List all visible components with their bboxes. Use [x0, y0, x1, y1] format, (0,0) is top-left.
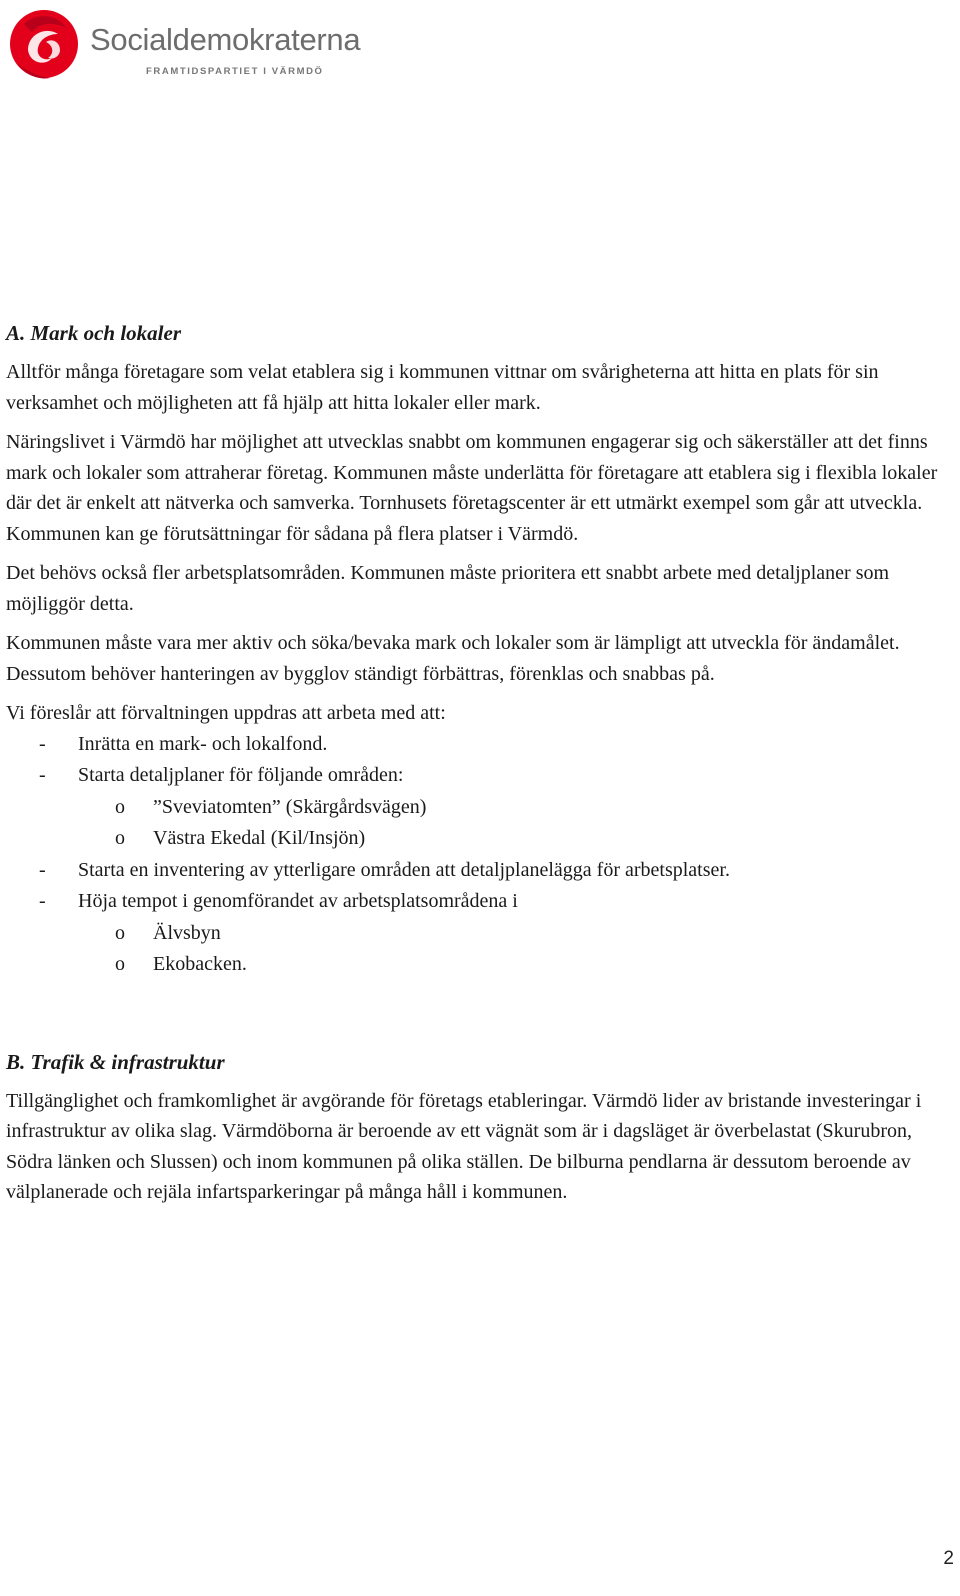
list-item-text: Inrätta en mark- och lokalfond. [78, 732, 328, 755]
red-rose-logo-icon [6, 4, 86, 84]
list-item [6, 886, 954, 981]
sub-list-item-text: Älvsbyn [153, 921, 221, 944]
dash-bullet: - [39, 732, 46, 755]
sub-list-item [6, 918, 954, 950]
paragraph: Vi föreslår att förvaltningen uppdras att arbeta med att: [6, 702, 446, 724]
list-item-text: Starta detaljplaner för följande områden: [78, 764, 404, 786]
section-trafik-och-infrastruktur [6, 1047, 954, 1208]
brand-subtitle: FRAMTIDSPARTIET I VÄRMDÖ [146, 66, 324, 77]
list-item-text: Höja tempot i genomförandet av arbetsplatsområdena i [78, 890, 518, 912]
section-b-heading: B. Trafik & infrastruktur [6, 1049, 225, 1074]
document-body [6, 318, 954, 1208]
circle-bullet: o [115, 953, 125, 975]
list-item [6, 729, 954, 761]
paragraph: Tillgänglighet och framkomlighet är avgörande för företags etableringar. Värmdö lider av bristande investeringar i infrastruktur av olika slag. Värmdöborna är beroende av ett vägnät som är i dagsläget är överbelastat (Skurubron, Södra länken och Slussen) och inom kommunen på olika ställen. De bilburna pendlarna är dessutom beroende av välplanerade och rejäla infartsparkeringar på många håll i kommunen. [6, 1089, 922, 1203]
dash-bullet: - [39, 890, 46, 912]
sub-list-item-text: Västra Ekedal (Kil/Insjön) [153, 827, 366, 849]
brand-name: Socialdemokraterna [90, 22, 361, 57]
paragraph: Alltför många företagare som velat etablera sig i kommunen vittnar om svårigheterna att hitta en plats för sin verksamhet och möjligheten att få hjälp att hitta lokaler eller mark. [6, 361, 879, 414]
list-item [6, 760, 954, 855]
sub-list-item [6, 823, 954, 855]
sub-list [78, 792, 954, 855]
paragraph: Näringslivet i Värmdö har möjlighet att utvecklas snabbt om kommunen engagerar sig och säkerställer att det finns mark och lokaler som attraherar företag. Kommunen måste underlätta för företagare att etablera sig i flexibla lokaler där det är enkelt att nätverka och samverka. Tornhusets företagscenter är ett utmärkt exempel som går att utveckla. Kommunen kan ge förutsättningar för sådana på flera platser i Värmdö. [6, 431, 938, 545]
list-item-text: Starta en inventering av ytterligare områden att detaljplanelägga för arbetsplatser. [78, 858, 730, 881]
list-item [6, 855, 954, 887]
sub-list-item-text: ”Sveviatomten” (Skärgårdsvägen) [153, 795, 427, 818]
party-logo [6, 4, 386, 86]
sub-list-item-text: Ekobacken. [153, 953, 247, 975]
sub-list-item [6, 792, 954, 824]
page-number: 2 [943, 1548, 954, 1569]
dash-bullet: - [39, 764, 46, 786]
section-mark-och-lokaler [6, 318, 954, 981]
paragraph: Kommunen måste vara mer aktiv och söka/bevaka mark och lokaler som är lämpligt att utveckla för ändamålet. Dessutom behöver hanteringen av bygglov ständigt förbättras, förenklas och snabbas på. [6, 632, 900, 685]
sub-list [78, 918, 954, 981]
sub-list-item [6, 949, 954, 981]
section-a-heading: A. Mark och lokaler [6, 321, 182, 345]
circle-bullet: o [115, 795, 125, 818]
dash-bullet: - [39, 858, 46, 881]
proposal-list [6, 729, 954, 981]
paragraph: Det behövs också fler arbetsplatsområden. Kommunen måste prioritera ett snabbt arbete med detaljplaner som möjliggör detta. [6, 562, 890, 615]
circle-bullet: o [115, 921, 125, 944]
circle-bullet: o [115, 827, 125, 849]
